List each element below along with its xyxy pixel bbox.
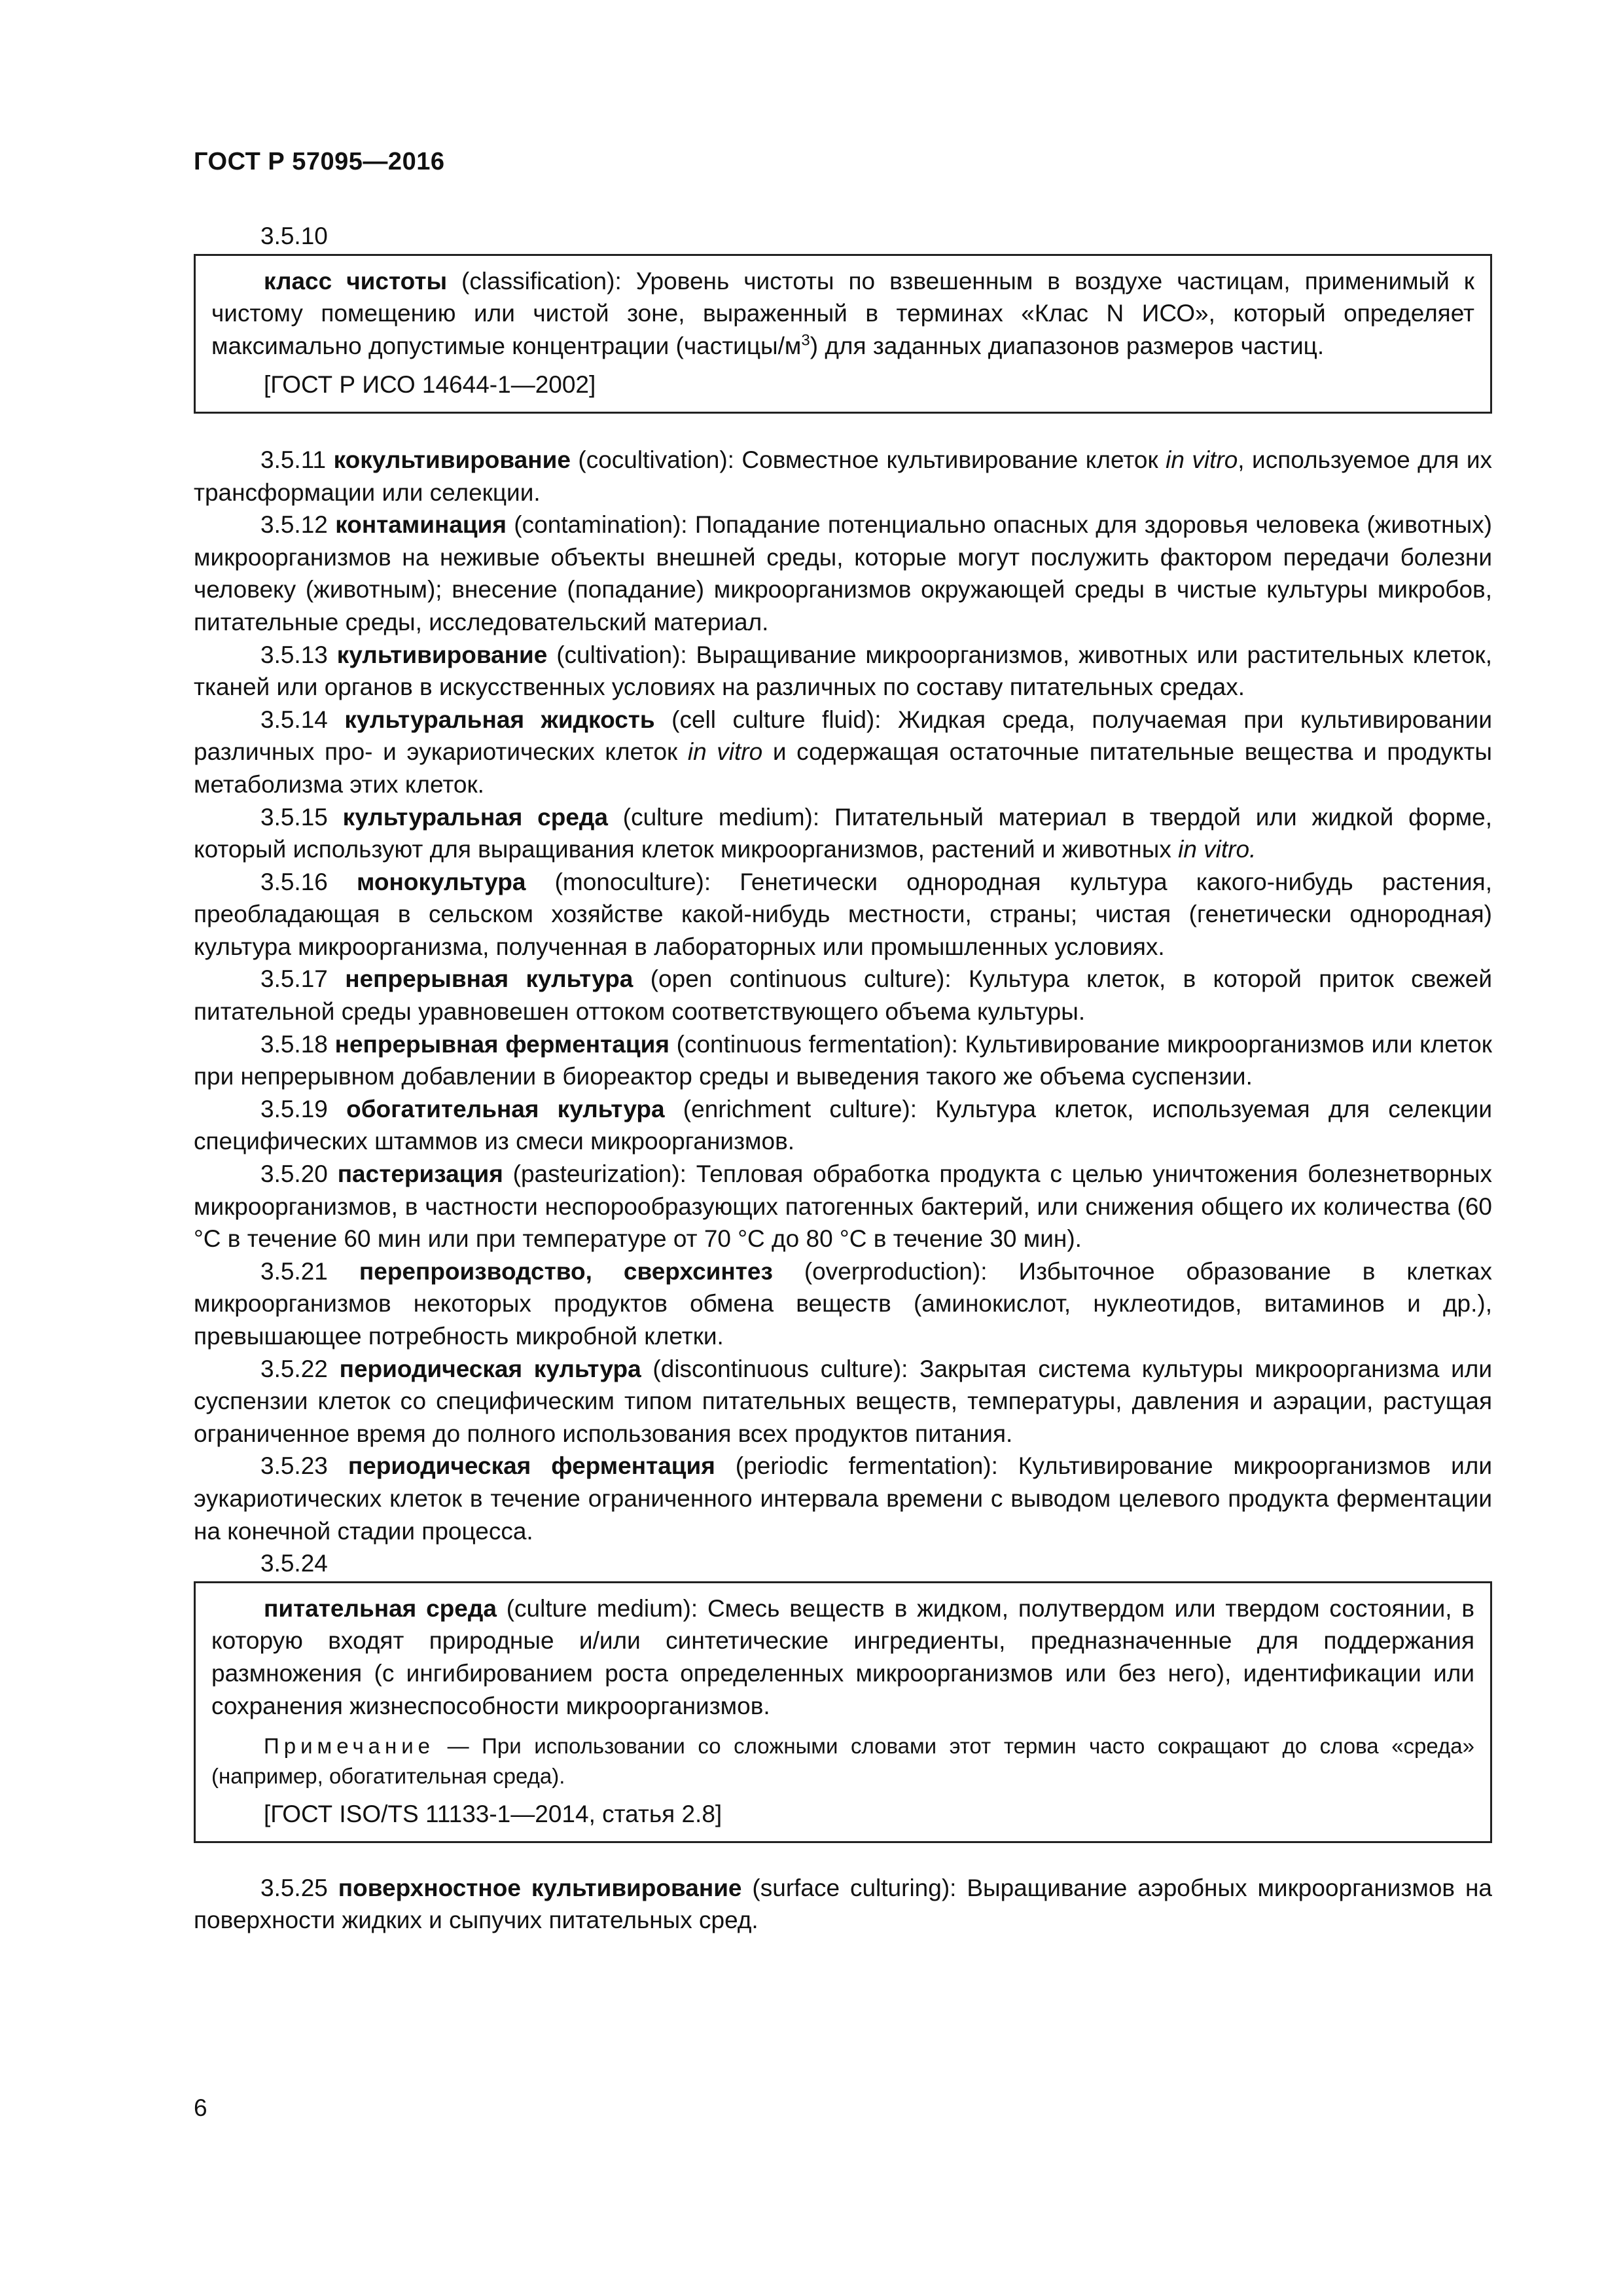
entry-3-5-11: 3.5.11 кокультивирование (cocultivation): Совместное культивирование клеток in vitro, используемое для их трансформации или селекции.	[194, 446, 1493, 506]
entries-list	[194, 444, 1492, 1547]
entry-3-5-13: 3.5.13 культивирование (cultivation): Выращивание микроорганизмов, животных или растительных клеток, тканей или органов в искусственных условиях на различных по составу питательных средах.	[194, 641, 1493, 701]
document-header: ГОСТ Р 57095—2016	[194, 148, 445, 175]
page-number: 6	[194, 2094, 207, 2121]
document-body	[194, 220, 1492, 1937]
term-title: питательная среда	[264, 1594, 497, 1622]
entry-3-5-25: 3.5.25 поверхностное культивирование (surface culturing): Выращивание аэробных микроорганизмов на поверхности жидких и сыпучих питательных сред.	[194, 1874, 1492, 1934]
entry-3-5-15: 3.5.15 культуральная среда (culture medium): Питательный материал в твердой или жидкой форме, который используют для выращивания клеток микроорганизмов, растений и животных in vitro.	[194, 803, 1492, 863]
entry-3-5-22: 3.5.22 периодическая культура (discontinuous culture): Закрытая система культуры микроорганизма или суспензии клеток со специфическим типом питательных веществ, температуры, давления и аэрации, растущая ограниченное время до полного использования всех продуктов питания.	[194, 1355, 1492, 1447]
entry-3-5-17: 3.5.17 непрерывная культура (open continuous culture): Культура клеток, в которой приток свежей питательной среды уравновешен оттоком соответствующего объема культуры.	[194, 965, 1493, 1026]
definition-text: питательная среда (culture medium): Смесь веществ в жидком, полутвердом или твердом состоянии, в которую входят природные и/или синтетические ингредиенты, предназначенные для поддержания размножения (с ингибированием роста определенных микроорганизмов или без него), идентификации или сохранения жизнеспособности микроорганизмов.	[211, 1594, 1474, 1719]
note-label: Примечание	[264, 1734, 435, 1759]
source-reference: [ГОСТ ISO/TS 11133-1—2014, статья 2.8]	[264, 1801, 722, 1828]
term-number-3-5-24: 3.5.24	[260, 1550, 328, 1577]
entry-3-5-20: 3.5.20 пастеризация (pasteurization): Тепловая обработка продукта с целью уничтожения болезнетворных микроорганизмов, в частности неспорообразующих патогенных бактерий, или снижения общего их количества (60 °С в течение 60 мин или при температуре от 70 °С до 80 °С в течение 30 мин).	[194, 1160, 1493, 1253]
definition-box-classification	[194, 254, 1492, 414]
entry-3-5-16: 3.5.16 монокультура (monoculture): Генетически однородная культура какого-нибудь растения, преобладающая в сельском хозяйстве какой-нибудь местности, страны; чистая (генетически однородная) культура микроорганизма, полученная в лабораторных или промышленных условиях.	[194, 868, 1492, 960]
term-title: класс чистоты	[264, 267, 448, 295]
entry-3-5-19: 3.5.19 обогатительная культура (enrichment culture): Культура клеток, используемая для селекции специфических штаммов из смеси микроорганизмов.	[194, 1095, 1493, 1155]
entry-3-5-21: 3.5.21 перепроизводство, сверхсинтез (overproduction): Избыточное образование в клетках микроорганизмов некоторых продуктов обмена веществ (аминокислот, нуклеотидов, витаминов и др.), превышающее потребность микробной клетки.	[194, 1257, 1492, 1350]
entry-3-5-12: 3.5.12 контаминация (contamination): Попадание потенциально опасных для здоровья человека (животных) микроорганизмов на неживые объекты внешней среды, которые могут послужить фактором передачи болезни человеку (животным); внесение (попадание) микроорганизмов окружающей среды в чистые культуры микробов, питательные среды, исследовательский материал.	[194, 511, 1492, 636]
definition-box-culture-medium	[194, 1581, 1492, 1843]
term-number-3-5-10: 3.5.10	[260, 223, 328, 249]
entry-3-5-23: 3.5.23 периодическая ферментация (periodic fermentation): Культивирование микроорганизмов или эукариотических клеток в течение ограниченного интервала времени с выводом целевого продукта ферментации на конечной стадии процесса.	[194, 1452, 1493, 1545]
source-reference: [ГОСТ Р ИСО 14644-1—2002]	[264, 371, 596, 399]
entry-3-5-14: 3.5.14 культуральная жидкость (cell culture fluid): Жидкая среда, получаемая при культивировании различных про- и эукариотических клеток in vitro и содержащая остаточные питательные вещества и продукты метаболизма этих клеток.	[194, 706, 1492, 798]
definition-text: класс чистоты (classification): Уровень чистоты по взвешенным в воздухе частицам, применимый к чистому помещению или чистой зоне, выраженный в терминах «Клас N ИСО», который определяет максимально допустимые концентрации $(частицы/м^3)$ для заданных диапазонов размеров частиц.	[211, 267, 1474, 359]
entry-3-5-18: 3.5.18 непрерывная ферментация (continuous fermentation): Культивирование микроорганизмов или клеток при непрерывном добавлении в биореактор среды и выведения такого же объема суспензии.	[194, 1030, 1492, 1090]
note: Примечание — При использовании со сложными словами этот термин часто сокращают до слова «среда» (например, обогатительная среда).	[211, 1734, 1474, 1789]
